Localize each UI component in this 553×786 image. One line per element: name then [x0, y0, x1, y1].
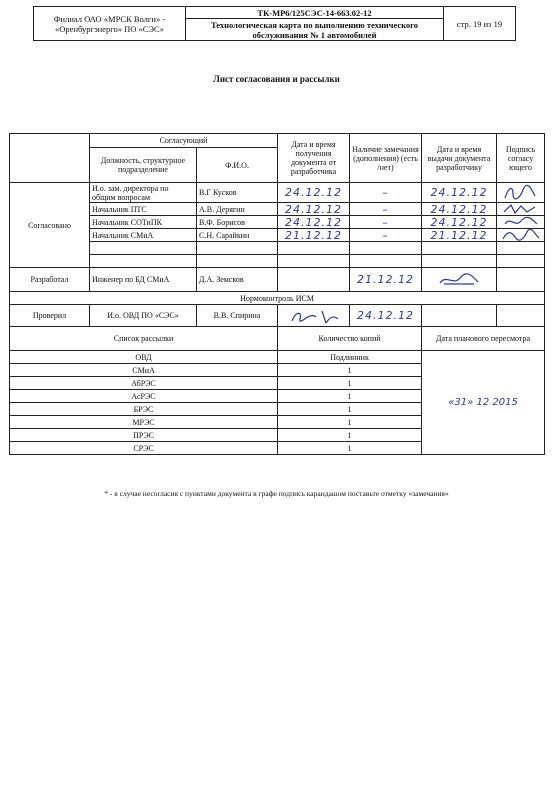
returned-date: 24.12.12: [422, 203, 497, 216]
received-date: 24.12.12: [278, 183, 350, 203]
empty-cell: [497, 255, 545, 268]
received-date: 21.12.12: [278, 229, 350, 242]
empty-cell: [197, 255, 278, 268]
distribution-copies: 1: [278, 377, 422, 390]
received-date: 24.12.12: [278, 203, 350, 216]
developer-signature-cell: [422, 268, 497, 292]
empty-cell: [278, 242, 350, 255]
returned-date: 24.12.12: [422, 216, 497, 229]
handwritten-signature: [501, 216, 541, 228]
empty-cell: [497, 305, 545, 327]
empty-cell: [422, 255, 497, 268]
agreed-name: В.Ф. Борисов: [197, 216, 278, 229]
normcontrol-label: Нормоконтроль ИСМ: [10, 292, 545, 305]
agreed-name: А.В. Дерягин: [197, 203, 278, 216]
agreed-position: Начальник СМиА: [90, 229, 197, 242]
distribution-copies: 1: [278, 429, 422, 442]
distribution-copies: Подлинник: [278, 351, 422, 364]
agreed-position: Начальник СОТиПК: [90, 216, 197, 229]
distribution-copies: 1: [278, 442, 422, 455]
empty-cell: [350, 242, 422, 255]
sheet-title: Лист согласования и рассылки: [213, 74, 340, 84]
checked-date: 24.12.12: [350, 305, 422, 327]
checked-label: Проверил: [10, 305, 90, 327]
developer-position: Инженер по БД СМиА: [90, 268, 197, 292]
signature-cell: [497, 203, 545, 216]
distribution-unit: ОВД: [10, 351, 278, 364]
empty-cell: [197, 242, 278, 255]
checked-name: В.В. Спирина: [197, 305, 278, 327]
handwritten-signature: [501, 229, 541, 241]
document-title: Технологическая карта по выполнению технического обслуживания № 1 автомобилей: [186, 19, 444, 41]
distribution-copies: 1: [278, 364, 422, 377]
distribution-unit: ПРЭС: [10, 429, 278, 442]
distribution-unit: МРЭС: [10, 416, 278, 429]
copies-header: Количество копий: [278, 327, 422, 351]
agreed-name: С.Н. Сарайкин: [197, 229, 278, 242]
review-header: Дата планового пересмотра: [422, 327, 545, 351]
page-number: стр. 19 из 19: [444, 7, 516, 41]
approval-table: [9, 133, 545, 455]
organization-name: Филиал ОАО «МРСК Волги» - «Оренбургэнерго» ПО «СЭС»: [34, 7, 186, 41]
empty-cell: [497, 242, 545, 255]
handwritten-signature: [501, 184, 541, 202]
distribution-unit: БРЭС: [10, 403, 278, 416]
returned-date: 24.12.12: [422, 183, 497, 203]
col-received: Дата и время получения документа от разработчика: [278, 134, 350, 183]
distribution-unit: СРЭС: [10, 442, 278, 455]
review-date: «31» 12 2015: [422, 351, 545, 455]
empty-cell: [90, 242, 197, 255]
document-header: [33, 6, 516, 41]
distribution-copies: 1: [278, 416, 422, 429]
developer-name: Д.А. Земсков: [197, 268, 278, 292]
agreed-position: И.о. зам. директора по общим вопросам: [90, 183, 197, 203]
developer-label: Разработал: [10, 268, 90, 292]
distribution-unit: АсРЭС: [10, 390, 278, 403]
remarks-value: –: [350, 216, 422, 229]
footnote: * - в случае несогласия с пунктами документа в графе подпись карандашом поставьте отметку «замечания»: [104, 489, 449, 498]
distribution-copies: 1: [278, 403, 422, 416]
signature-cell: [497, 216, 545, 229]
agreed-position: Начальник ПТС: [90, 203, 197, 216]
signature-cell: [497, 229, 545, 242]
handwritten-signature: [501, 203, 541, 215]
checked-position: И.о. ОВД ПО «СЭС»: [90, 305, 197, 327]
col-agreeing: Согласующий: [90, 134, 278, 148]
empty-cell: [422, 305, 497, 327]
col-returned: Дата и время выдачи документа разработчику: [422, 134, 497, 183]
empty-cell: [350, 255, 422, 268]
distribution-unit: АбРЭС: [10, 377, 278, 390]
empty-cell: [90, 255, 197, 268]
remarks-value: –: [350, 229, 422, 242]
remarks-value: –: [350, 183, 422, 203]
agreed-name: В.Г Кусков: [197, 183, 278, 203]
blank-corner: [10, 134, 90, 183]
distribution-unit: СМиА: [10, 364, 278, 377]
remarks-value: –: [350, 203, 422, 216]
empty-cell: [497, 268, 545, 292]
distribution-copies: 1: [278, 390, 422, 403]
empty-cell: [278, 268, 350, 292]
col-name: Ф.И.О.: [197, 148, 278, 183]
document-code: ТК-МР6/125СЭС-14-663.02-12: [186, 7, 444, 19]
empty-cell: [278, 255, 350, 268]
col-signature: Подпись согласу ющего: [497, 134, 545, 183]
checked-signature-cell: [278, 305, 350, 327]
handwritten-signature: [286, 307, 342, 325]
empty-cell: [422, 242, 497, 255]
col-remarks: Наличие замечания (дополнения) (есть /нет): [350, 134, 422, 183]
distribution-header: Список рассылки: [10, 327, 278, 351]
returned-date: 21.12.12: [422, 229, 497, 242]
handwritten-signature: [434, 272, 484, 288]
signature-cell: [497, 183, 545, 203]
col-position: Должность, структурное подразделение: [90, 148, 197, 183]
developer-date: 21.12.12: [350, 268, 422, 292]
received-date: 24.12.12: [278, 216, 350, 229]
agreed-label: Согласовано: [10, 183, 90, 268]
